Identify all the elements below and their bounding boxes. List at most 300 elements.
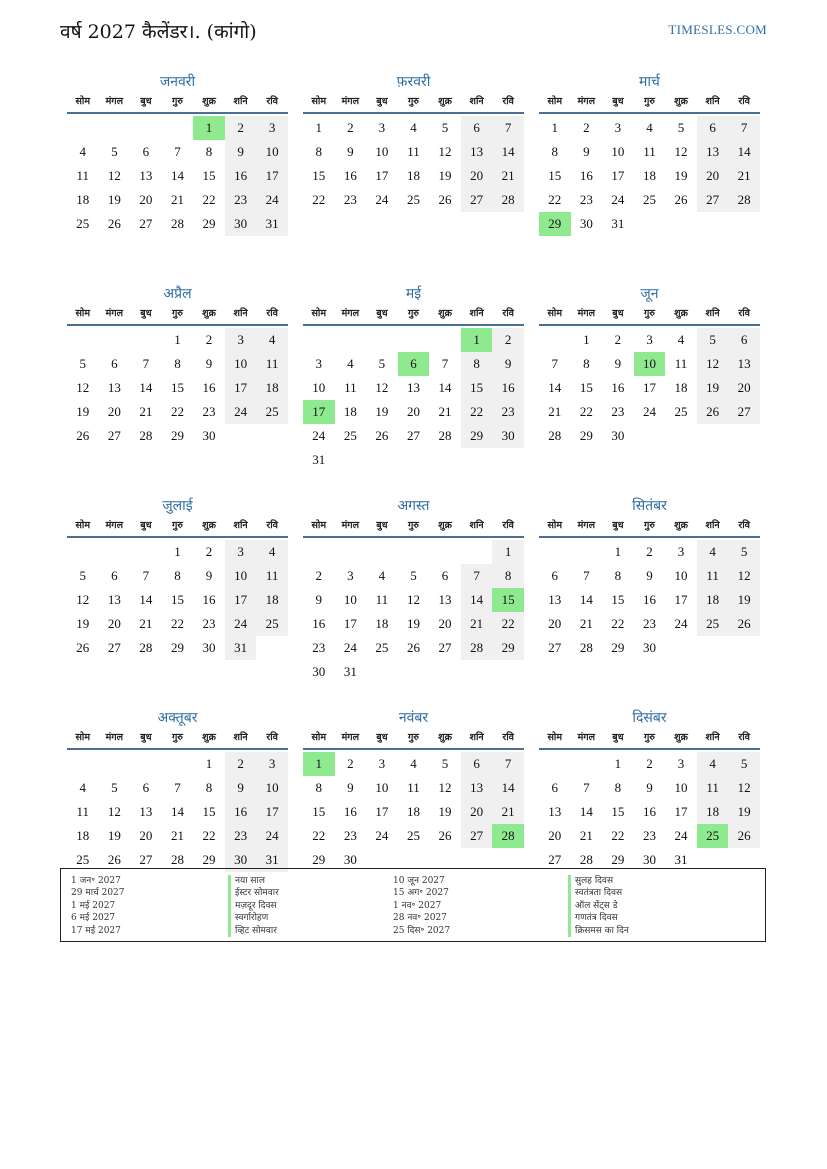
day-cell: 7 bbox=[583, 780, 590, 795]
day-cell: 27 bbox=[406, 428, 420, 443]
day-cell: 13 bbox=[438, 592, 452, 607]
empty-cell bbox=[130, 328, 162, 352]
empty-cell bbox=[67, 116, 99, 140]
weekday-label: रवि bbox=[502, 520, 514, 531]
day-cell: 20 bbox=[107, 616, 121, 631]
legend-holiday: सुलह दिवस bbox=[568, 875, 629, 887]
day-cell: 15 bbox=[579, 380, 593, 395]
empty-cell bbox=[335, 328, 367, 352]
day-cell: 1 bbox=[583, 332, 590, 347]
weekday-label: सोम bbox=[311, 732, 327, 743]
day-cell: 26 bbox=[697, 400, 729, 424]
page-title: वर्ष 2027 कैलेंडर।. (कांगो) bbox=[60, 21, 257, 43]
day-cell: 6 bbox=[551, 568, 559, 583]
day-cell: 2 bbox=[205, 544, 213, 559]
day-cell: 16 bbox=[343, 804, 357, 819]
weekday-label: मंगल bbox=[577, 520, 596, 531]
day-cell: 19 bbox=[728, 800, 760, 824]
empty-cell bbox=[366, 540, 398, 564]
day-cell: 7 bbox=[492, 752, 524, 776]
day-cell: 11 bbox=[643, 144, 656, 159]
weekday-label: मंगल bbox=[577, 308, 596, 319]
weekday-label: रवि bbox=[502, 308, 514, 319]
weekday-label: शनि bbox=[469, 308, 484, 319]
day-cell: 2 bbox=[583, 120, 590, 135]
empty-cell bbox=[429, 540, 461, 564]
day-cell: 12 bbox=[438, 144, 452, 159]
weekday-label: सोम bbox=[75, 520, 91, 531]
empty-cell bbox=[99, 116, 131, 140]
day-cell: 7 bbox=[461, 564, 493, 588]
day-cell: 23 bbox=[343, 828, 357, 843]
day-cell: 9 bbox=[583, 144, 590, 159]
day-cell: 24 bbox=[256, 824, 288, 848]
day-cell: 9 bbox=[205, 356, 213, 371]
day-cell: 20 bbox=[461, 800, 493, 824]
day-cell: 3 bbox=[378, 756, 386, 771]
calendar-grid bbox=[67, 72, 760, 920]
weekday-label: सोम bbox=[547, 520, 563, 531]
day-cell: 22 bbox=[202, 192, 216, 207]
day-cell: 21 bbox=[139, 616, 153, 631]
day-cell: 20 bbox=[728, 376, 760, 400]
day-cell: 9 bbox=[205, 568, 213, 583]
weekday-label: बुध bbox=[612, 96, 624, 107]
day-cell: 4 bbox=[697, 540, 729, 564]
day-cell: 28 bbox=[438, 428, 452, 443]
legend-date: 1 मई 2027 bbox=[71, 900, 116, 911]
day-cell: 28 bbox=[548, 428, 562, 443]
legend-holiday: व्हिट सोमवार bbox=[228, 925, 279, 937]
weekday-label: शुक्र bbox=[202, 732, 216, 743]
day-cell: 1 bbox=[174, 332, 181, 347]
day-cell: 1 bbox=[205, 756, 213, 771]
day-cell: 9 bbox=[646, 780, 653, 795]
day-cell: 12 bbox=[728, 776, 760, 800]
day-cell: 30 bbox=[225, 848, 257, 872]
day-cell: 12 bbox=[375, 380, 389, 395]
day-cell: 4 bbox=[347, 356, 354, 371]
weekday-label: शनि bbox=[233, 520, 248, 531]
day-cell: 5 bbox=[79, 568, 87, 583]
day-cell: 30 bbox=[202, 428, 216, 443]
month-name: अक्तूबर bbox=[157, 710, 198, 726]
day-grid bbox=[303, 752, 524, 872]
weekday-label: बुध bbox=[140, 520, 152, 531]
day-cell: 25 bbox=[76, 216, 90, 231]
day-cell: 11 bbox=[344, 380, 357, 395]
legend-holiday: गणतंत्र दिवस bbox=[568, 912, 629, 924]
day-cell: 25 bbox=[76, 852, 90, 867]
day-cell: 16 bbox=[202, 592, 216, 607]
weekday-label: मंगल bbox=[577, 732, 596, 743]
day-cell: 10 bbox=[375, 780, 389, 795]
day-cell: 19 bbox=[76, 616, 90, 631]
day-cell: 24 bbox=[611, 192, 625, 207]
day-cell: 10 bbox=[256, 776, 288, 800]
day-cell: 11 bbox=[375, 592, 389, 607]
day-cell: 21 bbox=[461, 612, 493, 636]
empty-cell bbox=[539, 328, 571, 352]
day-cell: 7 bbox=[174, 144, 181, 159]
day-cell: 12 bbox=[438, 780, 452, 795]
day-cell: 20 bbox=[139, 192, 153, 207]
empty-cell bbox=[303, 328, 335, 352]
day-cell: 10 bbox=[225, 352, 257, 376]
day-cell: 5 bbox=[441, 756, 449, 771]
day-cell: 15 bbox=[202, 804, 216, 819]
day-cell: 24 bbox=[225, 612, 257, 636]
day-cell: 15 bbox=[170, 380, 184, 395]
weekday-label: सोम bbox=[547, 732, 563, 743]
day-cell: 20 bbox=[406, 404, 420, 419]
day-cell: 27 bbox=[139, 852, 153, 867]
weekday-label: शुक्र bbox=[438, 96, 452, 107]
day-cell: 7 bbox=[441, 356, 449, 371]
month-calendar bbox=[303, 72, 524, 284]
day-cell: 1 bbox=[551, 120, 559, 135]
day-cell: 29 bbox=[170, 428, 184, 443]
brand-link[interactable]: TIMESLES.COM bbox=[668, 22, 767, 37]
empty-cell bbox=[303, 540, 335, 564]
weekday-label: सोम bbox=[75, 308, 91, 319]
day-cell: 4 bbox=[256, 328, 288, 352]
day-cell: 11 bbox=[407, 780, 420, 795]
weekday-label: शुक्र bbox=[674, 520, 688, 531]
empty-cell bbox=[539, 540, 571, 564]
day-cell: 11 bbox=[674, 356, 688, 371]
day-cell: 28 bbox=[579, 852, 593, 867]
day-cell: 28 bbox=[170, 852, 184, 867]
day-cell: 8 bbox=[492, 564, 524, 588]
legend-holiday: स्वर्गारोहण bbox=[228, 912, 279, 924]
weekday-label: मंगल bbox=[105, 520, 124, 531]
day-cell: 3 bbox=[646, 332, 653, 347]
day-grid bbox=[539, 328, 760, 448]
day-cell: 8 bbox=[315, 780, 323, 795]
day-cell: 25 bbox=[406, 828, 420, 843]
weekday-label: शुक्र bbox=[202, 520, 216, 531]
weekday-label: शुक्र bbox=[674, 732, 688, 743]
day-cell: 14 bbox=[139, 380, 153, 395]
day-cell: 30 bbox=[492, 424, 524, 448]
empty-cell bbox=[99, 752, 131, 776]
day-cell: 19 bbox=[438, 804, 452, 819]
day-cell: 18 bbox=[697, 800, 729, 824]
day-cell: 20 bbox=[548, 616, 562, 631]
day-cell: 26 bbox=[728, 612, 760, 636]
day-cell: 5 bbox=[728, 540, 760, 564]
day-cell: 27 bbox=[107, 428, 121, 443]
weekday-header bbox=[67, 518, 288, 538]
day-cell: 6 bbox=[142, 144, 150, 159]
day-cell: 25 bbox=[642, 192, 656, 207]
weekday-label: बुध bbox=[140, 96, 152, 107]
day-grid bbox=[67, 540, 288, 660]
day-cell: 3 bbox=[225, 328, 257, 352]
weekday-label: बुध bbox=[376, 732, 388, 743]
day-cell: 6 bbox=[111, 568, 118, 583]
day-cell: 25 bbox=[697, 612, 729, 636]
empty-cell bbox=[99, 328, 131, 352]
weekday-header bbox=[303, 306, 524, 326]
weekday-label: सोम bbox=[75, 732, 91, 743]
day-cell: 14 bbox=[579, 804, 593, 819]
day-cell: 7 bbox=[583, 568, 590, 583]
day-cell: 2 bbox=[646, 544, 653, 559]
month-calendar bbox=[67, 284, 288, 496]
day-grid bbox=[303, 116, 524, 212]
month-name: मई bbox=[405, 286, 422, 302]
day-cell: 19 bbox=[697, 376, 729, 400]
day-cell: 13 bbox=[406, 380, 420, 395]
day-cell: 20 bbox=[438, 616, 452, 631]
day-cell: 6 bbox=[441, 568, 449, 583]
day-cell: 4 bbox=[646, 120, 653, 135]
day-cell: 11 bbox=[256, 564, 288, 588]
day-cell: 30 bbox=[642, 852, 656, 867]
weekday-label: सोम bbox=[311, 308, 327, 319]
day-cell: 11 bbox=[256, 352, 288, 376]
day-cell: 30 bbox=[579, 216, 593, 231]
day-cell: 26 bbox=[406, 640, 420, 655]
day-cell: 22 bbox=[579, 404, 593, 419]
weekday-label: गुरु bbox=[171, 732, 183, 743]
day-cell: 15 bbox=[611, 592, 625, 607]
legend-date: 28 नव॰ 2027 bbox=[393, 913, 447, 924]
day-cell: 9 bbox=[614, 356, 622, 371]
day-cell: 23 bbox=[642, 616, 656, 631]
day-cell: 14 bbox=[170, 804, 184, 819]
day-cell: 28 bbox=[728, 188, 760, 212]
day-cell: 12 bbox=[728, 564, 760, 588]
day-cell: 19 bbox=[375, 404, 389, 419]
day-cell: 22 bbox=[611, 616, 625, 631]
weekday-label: शनि bbox=[705, 732, 720, 743]
day-cell: 2 bbox=[347, 120, 354, 135]
day-grid bbox=[539, 540, 760, 660]
weekday-label: रवि bbox=[738, 732, 750, 743]
day-cell: 16 bbox=[343, 168, 357, 183]
empty-cell bbox=[539, 752, 571, 776]
holiday-legend bbox=[60, 868, 766, 942]
day-cell: 27 bbox=[461, 824, 493, 848]
day-cell: 24 bbox=[312, 428, 326, 443]
day-cell: 23 bbox=[225, 188, 257, 212]
day-cell: 29 bbox=[461, 424, 493, 448]
day-cell: 17 bbox=[375, 804, 389, 819]
day-cell: 3 bbox=[256, 116, 288, 140]
weekday-label: गुरु bbox=[407, 732, 419, 743]
weekday-label: बुध bbox=[376, 96, 388, 107]
weekday-header bbox=[303, 518, 524, 538]
weekday-header bbox=[303, 730, 524, 750]
weekday-label: गुरु bbox=[643, 732, 655, 743]
day-cell: 12 bbox=[697, 352, 729, 376]
day-cell: 27 bbox=[548, 852, 562, 867]
day-cell: 14 bbox=[139, 592, 153, 607]
day-cell: 24 bbox=[375, 828, 389, 843]
day-cell: 12 bbox=[674, 144, 688, 159]
weekday-label: सोम bbox=[547, 96, 563, 107]
day-cell: 15 bbox=[202, 168, 216, 183]
day-cell: 22 bbox=[461, 400, 493, 424]
weekday-label: शुक्र bbox=[674, 308, 688, 319]
day-cell: 1 bbox=[614, 544, 622, 559]
day-cell: 17 bbox=[225, 588, 257, 612]
month-calendar bbox=[67, 496, 288, 708]
day-cell: 26 bbox=[438, 192, 452, 207]
weekday-label: शुक्र bbox=[438, 732, 452, 743]
legend-holiday: ईस्टर सोमवार bbox=[228, 887, 279, 899]
day-cell: 30 bbox=[343, 852, 357, 867]
day-cell: 5 bbox=[728, 752, 760, 776]
day-cell: 18 bbox=[674, 380, 688, 395]
day-cell: 17 bbox=[225, 376, 257, 400]
day-cell: 8 bbox=[461, 352, 493, 376]
day-cell: 30 bbox=[312, 664, 326, 679]
day-cell: 23 bbox=[225, 824, 257, 848]
month-calendar bbox=[539, 72, 760, 284]
empty-cell bbox=[571, 752, 603, 776]
weekday-label: मंगल bbox=[341, 520, 360, 531]
day-cell: 26 bbox=[728, 824, 760, 848]
day-cell: 29 bbox=[492, 636, 524, 660]
day-cell: 2 bbox=[492, 328, 524, 352]
empty-cell bbox=[130, 540, 162, 564]
day-cell: 14 bbox=[492, 776, 524, 800]
empty-cell bbox=[130, 116, 162, 140]
weekday-label: शुक्र bbox=[438, 308, 452, 319]
day-cell: 18 bbox=[343, 404, 357, 419]
day-cell: 31 bbox=[343, 664, 357, 679]
day-cell: 17 bbox=[674, 804, 688, 819]
empty-cell bbox=[398, 540, 430, 564]
weekday-label: मंगल bbox=[341, 308, 360, 319]
legend-dates-2 bbox=[393, 875, 450, 937]
day-cell: 31 bbox=[312, 452, 326, 467]
weekday-label: बुध bbox=[612, 308, 624, 319]
weekday-label: मंगल bbox=[105, 96, 124, 107]
day-grid bbox=[303, 328, 524, 472]
day-cell: 28 bbox=[139, 640, 153, 655]
day-cell: 19 bbox=[76, 404, 90, 419]
day-cell: 8 bbox=[174, 568, 181, 583]
weekday-label: गुरु bbox=[171, 308, 183, 319]
day-cell: 18 bbox=[697, 588, 729, 612]
day-cell: 10 bbox=[312, 380, 326, 395]
day-cell: 3 bbox=[256, 752, 288, 776]
day-cell: 24 bbox=[674, 616, 688, 631]
day-cell: 25 bbox=[674, 404, 688, 419]
weekday-label: मंगल bbox=[105, 308, 124, 319]
weekday-label: मंगल bbox=[105, 732, 124, 743]
day-cell: 26 bbox=[107, 216, 121, 231]
day-cell: 16 bbox=[225, 164, 257, 188]
day-cell: 27 bbox=[548, 640, 562, 655]
day-cell: 31 bbox=[256, 212, 288, 236]
day-cell: 16 bbox=[492, 376, 524, 400]
day-cell: 3 bbox=[347, 568, 354, 583]
weekday-label: सोम bbox=[547, 308, 563, 319]
legend-holiday: क्रिसमस का दिन bbox=[568, 925, 629, 937]
weekday-label: सोम bbox=[311, 520, 327, 531]
weekday-label: सोम bbox=[75, 96, 91, 107]
day-cell: 16 bbox=[579, 168, 593, 183]
day-cell: 3 bbox=[614, 120, 622, 135]
holiday-day-cell: 1 bbox=[303, 752, 335, 776]
day-cell: 13 bbox=[548, 804, 562, 819]
day-grid bbox=[303, 540, 524, 684]
empty-cell bbox=[335, 540, 367, 564]
day-cell: 14 bbox=[492, 140, 524, 164]
day-grid bbox=[67, 116, 288, 236]
day-cell: 9 bbox=[225, 776, 257, 800]
day-cell: 23 bbox=[579, 192, 593, 207]
day-cell: 3 bbox=[225, 540, 257, 564]
day-cell: 3 bbox=[378, 120, 386, 135]
day-cell: 2 bbox=[225, 116, 257, 140]
day-cell: 23 bbox=[642, 828, 656, 843]
day-cell: 18 bbox=[642, 168, 656, 183]
weekday-label: मंगल bbox=[341, 732, 360, 743]
day-cell: 11 bbox=[76, 168, 90, 183]
day-cell: 12 bbox=[107, 804, 121, 819]
empty-cell bbox=[162, 116, 194, 140]
day-cell: 22 bbox=[170, 404, 184, 419]
day-cell: 20 bbox=[697, 164, 729, 188]
day-cell: 2 bbox=[614, 332, 622, 347]
day-cell: 1 bbox=[315, 120, 323, 135]
day-cell: 3 bbox=[677, 544, 685, 559]
day-cell: 23 bbox=[611, 404, 625, 419]
day-cell: 23 bbox=[202, 404, 216, 419]
weekday-header bbox=[539, 730, 760, 750]
day-cell: 21 bbox=[579, 616, 593, 631]
day-cell: 15 bbox=[461, 376, 493, 400]
empty-cell bbox=[67, 328, 99, 352]
empty-cell bbox=[99, 540, 131, 564]
day-cell: 11 bbox=[407, 144, 420, 159]
day-cell: 27 bbox=[697, 188, 729, 212]
day-cell: 7 bbox=[142, 356, 150, 371]
day-cell: 14 bbox=[579, 592, 593, 607]
weekday-label: गुरु bbox=[407, 308, 419, 319]
weekday-label: शुक्र bbox=[202, 308, 216, 319]
weekday-label: शनि bbox=[233, 732, 248, 743]
day-cell: 10 bbox=[256, 140, 288, 164]
weekday-label: बुध bbox=[140, 732, 152, 743]
day-cell: 4 bbox=[256, 540, 288, 564]
day-cell: 20 bbox=[107, 404, 121, 419]
weekday-label: बुध bbox=[140, 308, 152, 319]
day-cell: 24 bbox=[375, 192, 389, 207]
day-cell: 7 bbox=[728, 116, 760, 140]
day-cell: 26 bbox=[375, 428, 389, 443]
month-name: नवंबर bbox=[398, 710, 429, 726]
legend-dates-1 bbox=[71, 875, 125, 937]
weekday-label: रवि bbox=[738, 96, 750, 107]
day-cell: 17 bbox=[256, 800, 288, 824]
day-cell: 16 bbox=[642, 804, 656, 819]
day-grid bbox=[539, 116, 760, 236]
day-cell: 27 bbox=[107, 640, 121, 655]
day-cell: 14 bbox=[728, 140, 760, 164]
day-cell: 17 bbox=[256, 164, 288, 188]
weekday-label: मंगल bbox=[341, 96, 360, 107]
day-cell: 7 bbox=[551, 356, 559, 371]
weekday-header bbox=[539, 94, 760, 114]
